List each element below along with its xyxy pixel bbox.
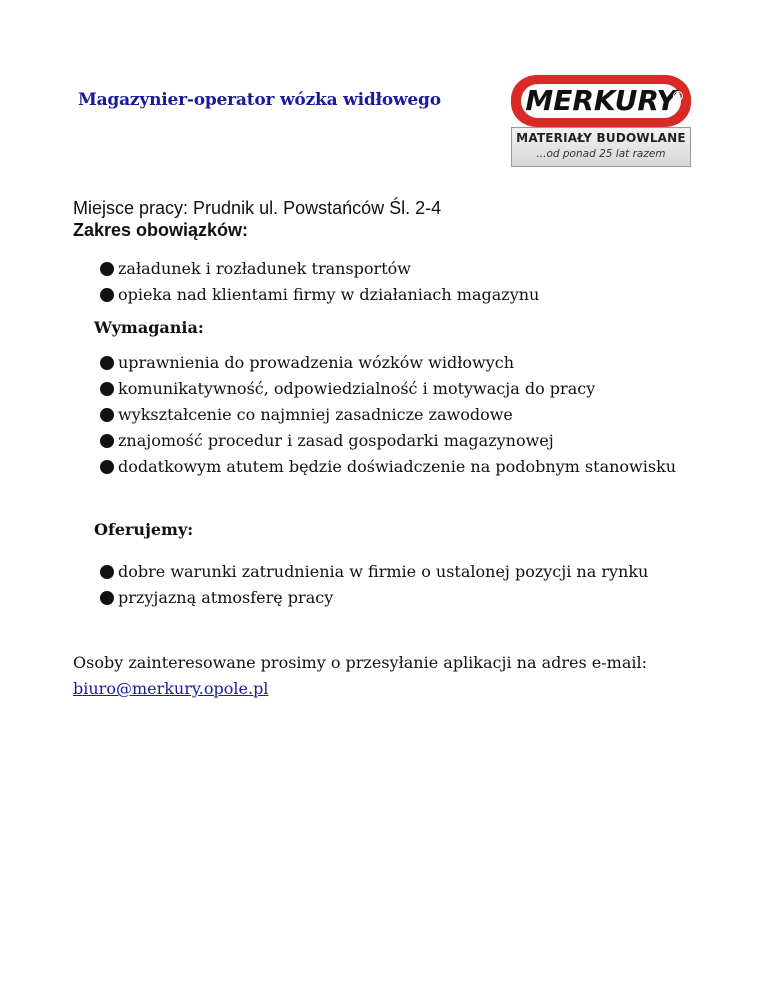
list-item: dobre warunki zatrudnienia w firmie o ustalonej pozycji na rynku bbox=[100, 559, 680, 585]
page-title: Magazynier-operator wózka widłowego bbox=[78, 90, 441, 110]
list-item: załadunek i rozładunek transportów bbox=[100, 256, 680, 282]
bullet-icon bbox=[100, 591, 114, 605]
bullet-icon bbox=[100, 288, 114, 302]
offer-list bbox=[100, 559, 680, 611]
bullet-icon bbox=[100, 382, 114, 396]
bullet-icon bbox=[100, 408, 114, 422]
requirements-list bbox=[100, 350, 680, 480]
registered-icon: R bbox=[673, 91, 683, 101]
logo-tagline: MATERIAŁY BUDOWLANE bbox=[516, 131, 686, 145]
work-location: Miejsce pracy: Prudnik ul. Powstańców Śl. 2-4 bbox=[73, 198, 442, 218]
duties-list bbox=[100, 256, 680, 308]
email-link[interactable]: biuro@merkury.opole.pl bbox=[73, 679, 269, 698]
list-item: przyjazną atmosferę pracy bbox=[100, 585, 680, 611]
requirements-heading: Wymagania: bbox=[94, 318, 204, 337]
contact-info bbox=[73, 650, 713, 702]
list-item: uprawnienia do prowadzenia wózków widłowych bbox=[100, 350, 680, 376]
bullet-icon bbox=[100, 356, 114, 370]
logo-brand-text: MERKURY bbox=[525, 84, 677, 117]
logo-red-badge bbox=[511, 75, 691, 127]
bullet-icon bbox=[100, 262, 114, 276]
contact-text: Osoby zainteresowane prosimy o przesyłanie aplikacji na adres e-mail: bbox=[73, 653, 647, 672]
bullet-icon bbox=[100, 460, 114, 474]
logo-caption bbox=[511, 127, 691, 167]
list-item: opieka nad klientami firmy w działaniach magazynu bbox=[100, 282, 680, 308]
duties-heading: Zakres obowiązków: bbox=[73, 220, 249, 240]
list-item: komunikatywność, odpowiedzialność i motywacja do pracy bbox=[100, 376, 680, 402]
list-item: znajomość procedur i zasad gospodarki magazynowej bbox=[100, 428, 680, 454]
logo-slogan: ...od ponad 25 lat razem bbox=[536, 148, 666, 160]
offer-heading: Oferujemy: bbox=[94, 520, 194, 539]
bullet-icon bbox=[100, 565, 114, 579]
bullet-icon bbox=[100, 434, 114, 448]
list-item: wykształcenie co najmniej zasadnicze zawodowe bbox=[100, 402, 680, 428]
list-item: dodatkowym atutem będzie doświadczenie na podobnym stanowisku bbox=[100, 454, 680, 480]
merkury-logo bbox=[511, 75, 691, 167]
